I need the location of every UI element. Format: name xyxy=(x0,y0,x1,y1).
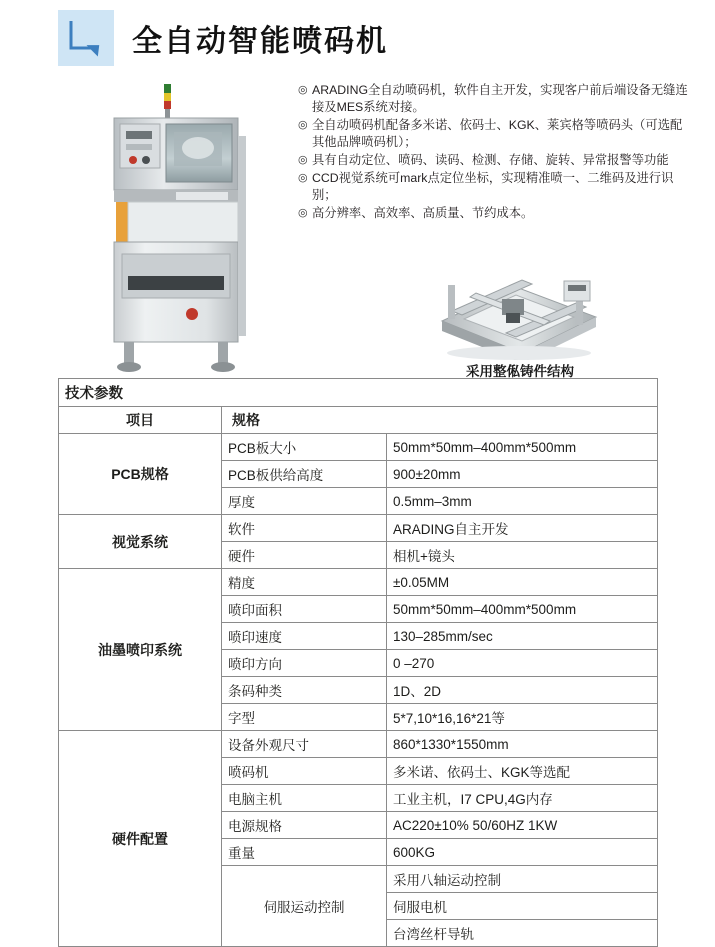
table-title: 技术参数 xyxy=(59,379,658,407)
list-item xyxy=(298,205,690,222)
item-label: 喷码机 xyxy=(222,758,387,785)
item-value: 600KG xyxy=(387,839,658,866)
item-label: 伺服运动控制 xyxy=(222,866,387,947)
item-value: 130–285mm/sec xyxy=(387,623,658,650)
bullet-text: 全自动喷码机配备多米诺、依码士、KGK、莱宾格等喷码头（可选配其他品牌喷码机）； xyxy=(312,118,683,149)
bullet-circle-icon: ◎ xyxy=(298,154,308,166)
spec-table-wrap xyxy=(58,378,658,947)
list-item xyxy=(298,117,690,151)
bullet-text: 高分辨率、高效率、高质量、节约成本。 xyxy=(312,206,534,220)
item-label: 电脑主机 xyxy=(222,785,387,812)
item-label: PCB板供给高度 xyxy=(222,461,387,488)
item-value: 5*7,10*16,16*21等 xyxy=(387,704,658,731)
item-value: 0 –270 xyxy=(387,650,658,677)
item-value: 伺服电机 xyxy=(387,893,658,920)
bullet-text: 具有自动定位、喷码、读码、检测、存储、旋转、异常报警等功能 xyxy=(312,153,669,167)
item-value: ARADING自主开发 xyxy=(387,515,658,542)
page-header xyxy=(0,0,715,70)
item-label: 重量 xyxy=(222,839,387,866)
item-value: 台湾丝杆导轨 xyxy=(387,920,658,947)
item-label: 厚度 xyxy=(222,488,387,515)
group-label: 硬件配置 xyxy=(59,731,222,947)
bullet-text: ARADING全自动喷码机，软件自主开发，实现客户前后端设备无缝连接及MES系统对接。 xyxy=(312,83,688,114)
group-label: PCB规格 xyxy=(59,434,222,515)
list-item xyxy=(298,170,690,204)
item-label: 精度 xyxy=(222,569,387,596)
group-label: 油墨喷印系统 xyxy=(59,569,222,731)
table-row xyxy=(59,569,658,596)
group-label: 视觉系统 xyxy=(59,515,222,569)
item-value: 多米诺、依码士、KGK等选配 xyxy=(387,758,658,785)
item-value: 900±20mm xyxy=(387,461,658,488)
gantry-frame-photo xyxy=(424,225,610,360)
item-label: 喷印方向 xyxy=(222,650,387,677)
item-value: 860*1330*1550mm xyxy=(387,731,658,758)
item-label: 硬件 xyxy=(222,542,387,569)
table-row-title xyxy=(59,379,658,407)
machine-photo xyxy=(76,76,276,376)
bullet-circle-icon: ◎ xyxy=(298,119,308,131)
item-value: 0.5mm–3mm xyxy=(387,488,658,515)
logo-box xyxy=(58,10,114,66)
item-label: 字型 xyxy=(222,704,387,731)
item-value: 50mm*50mm–400mm*500mm xyxy=(387,596,658,623)
list-item xyxy=(298,82,690,116)
spec-table xyxy=(58,378,658,947)
item-value: ±0.05MM xyxy=(387,569,658,596)
product-overview-section xyxy=(0,70,715,379)
table-header-item: 项目 xyxy=(59,407,222,434)
feature-bullet-list xyxy=(298,82,690,223)
item-label: 设备外观尺寸 xyxy=(222,731,387,758)
list-item xyxy=(298,152,690,169)
item-value: AC220±10% 50/60HZ 1KW xyxy=(387,812,658,839)
bullet-text: CCD视觉系统可mark点定位坐标，实现精准喷一、二维码及进行识别； xyxy=(312,171,674,202)
item-value: 工业主机，I7 CPU,4G内存 xyxy=(387,785,658,812)
bullet-circle-icon: ◎ xyxy=(298,172,308,184)
item-label: 条码种类 xyxy=(222,677,387,704)
item-value: 1D、2D xyxy=(387,677,658,704)
item-label: 电源规格 xyxy=(222,812,387,839)
down-right-arrow-icon xyxy=(67,18,105,63)
item-label: 喷印面积 xyxy=(222,596,387,623)
item-value: 相机+镜头 xyxy=(387,542,658,569)
item-label: 喷印速度 xyxy=(222,623,387,650)
item-label: 软件 xyxy=(222,515,387,542)
table-row xyxy=(59,731,658,758)
table-row xyxy=(59,515,658,542)
bullet-circle-icon: ◎ xyxy=(298,84,308,96)
gantry-caption: 采用整俬铸件结构 xyxy=(466,364,574,379)
table-row-header xyxy=(59,407,658,434)
table-row xyxy=(59,434,658,461)
table-header-spec: 规格 xyxy=(222,407,658,434)
item-value: 采用八轴运动控制 xyxy=(387,866,658,893)
bullet-circle-icon: ◎ xyxy=(298,207,308,219)
item-label: PCB板大小 xyxy=(222,434,387,461)
page-title: 全自动智能喷码机 xyxy=(132,25,388,58)
item-value: 50mm*50mm–400mm*500mm xyxy=(387,434,658,461)
